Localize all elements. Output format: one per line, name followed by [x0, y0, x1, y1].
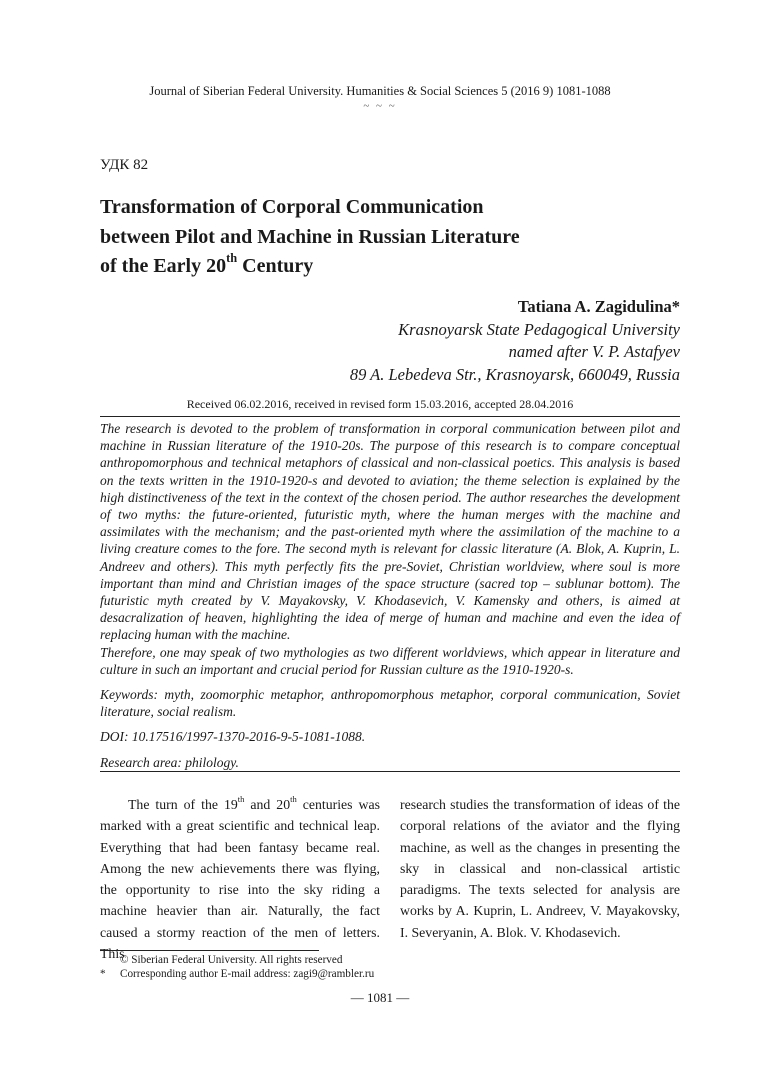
body-text-b: and 20: [244, 797, 291, 812]
body-column-1: [100, 794, 380, 964]
abstract-bottom-rule: [100, 771, 680, 772]
abstract-paragraph-1: The research is devoted to the problem of transformation in corporal communication between pilot and machine in Russian literature of the 1910-20s. The purpose of this research is to compare conceptual anthropomorphous and technical metaphors of classical and non-classical poetics. This analysis is based on the texts written in the 1910-1920-s and devoted to aviation; the theme selection is explained by the high distinctiveness of the text in the context of the chosen period. The author researches the development of two myths: the future-oriented, futuristic myth, where the human merges with the machine and assimilates with the mechanism; and the past-oriented myth where the assimilation of the machine to a living creature comes to the fore. The second myth is relevant for classic literature (A. Blok, A. Kuprin, L. Andreev and others). This myth perfectly fits the pre-Soviet, Christian worldview, where soul is more important than mind and Christian images of the space structure (sacred top – sublunar bottom). The futuristic myth created by V. Mayakovsky, V. Khodasevich, V. Kamensky and others, is aimed at desacralization of heaven, highlighting the idea of merge of human and machine and even the idea of replacing human with the machine.: [100, 421, 680, 643]
corresponding-text: Corresponding author E-mail address: zagi9@rambler.ru: [120, 968, 375, 980]
abstract-paragraph-2: Therefore, one may speak of two mythologies as two different worldviews, which appear in literature and culture in such an important and crucial period for Russian culture as the 1910-1920-s.: [100, 644, 680, 677]
author-affiliation-1: Krasnoyarsk State Pedagogical University: [398, 319, 680, 339]
footnote-asterisk: *: [100, 968, 106, 980]
footnote-rule: [100, 950, 319, 951]
author-block: [350, 296, 680, 386]
author-affiliation-2: named after V. P. Astafyev: [508, 342, 680, 361]
body-paragraph-1: [100, 794, 380, 964]
title-line-2: between Pilot and Machine in Russian Literature: [100, 225, 520, 248]
author-name: Tatiana A. Zagidulina*: [517, 297, 680, 316]
body-superscript-1: th: [237, 794, 245, 805]
footnote-corresponding: [100, 967, 500, 981]
title-line-3-post: Century: [237, 255, 314, 277]
body-superscript-2: th: [290, 794, 297, 805]
body-column-2: [400, 794, 680, 943]
abstract: [100, 420, 680, 771]
footnote-copyright: [100, 953, 500, 967]
author-address: 89 A. Lebedeva Str., Krasnoyarsk, 660049, Russia: [349, 364, 680, 384]
copyright-text: © Siberian Federal University. All rights reserved: [120, 954, 343, 966]
research-area: Research area: philology.: [100, 754, 239, 770]
title-superscript: th: [226, 251, 238, 266]
article-title: [100, 193, 620, 282]
journal-header: Journal of Siberian Federal University. Humanities & Social Sciences 5 (2016 9) 1081-1088: [149, 84, 611, 98]
header-ornament: ~ ~ ~: [363, 100, 397, 112]
title-line-1: Transformation of Corporal Communication: [100, 196, 484, 218]
body-paragraph-2: research studies the transformation of ideas of the corporal relations of the aviator and the flying machine, as well as the changes in presenting the sky in classical and non-classical artistic paradigms. The texts selected for analysis are works by A. Kuprin, L. Andreev, V. Mayakovsky, I. Severyanin, A. Blok. V. Khodasevich.: [400, 797, 680, 940]
abstract-top-rule: [100, 416, 680, 417]
doi: DOI: 10.17516/1997-1370-2016-9-5-1081-1088.: [100, 729, 366, 745]
body-text-a: The turn of the 19: [128, 797, 238, 812]
udk-code: УДК 82: [100, 157, 149, 173]
page-number: — 1081 —: [350, 990, 410, 1005]
title-line-3-pre: of the Early 20: [100, 255, 227, 277]
keywords: Keywords: myth, zoomorphic metaphor, anthropomorphous metaphor, corporal communication, Soviet literature, social realism.: [100, 687, 680, 720]
received-dates: Received 06.02.2016, received in revised form 15.03.2016, accepted 28.04.2016: [186, 397, 574, 411]
title-line-3: [100, 252, 620, 282]
body-text-c: centuries was marked with a great scientific and technical leap. Everything that had been fantasy became real. Among the new achievements there was flying, the opportunity to rise into the sky riding a machine heavier than air. Naturally, the fact caused a stormy reaction of the men of letters. This: [100, 797, 380, 962]
